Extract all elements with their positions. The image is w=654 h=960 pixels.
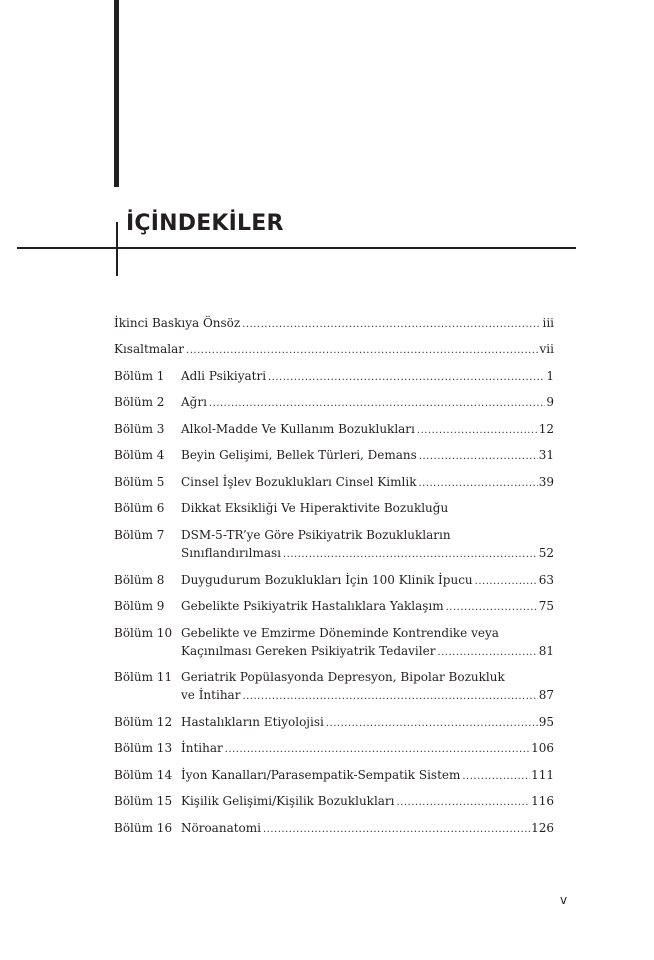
chapter-number: Bölüm 15 bbox=[114, 794, 173, 808]
dot-leader bbox=[186, 342, 538, 360]
chapter-title: ve İntihar bbox=[181, 688, 241, 702]
chapter-number: Bölüm 10 bbox=[114, 626, 173, 640]
chapter-number: Bölüm 8 bbox=[114, 573, 165, 587]
chapter-number: Bölüm 6 bbox=[114, 501, 165, 515]
chapter-number: Bölüm 1 bbox=[114, 369, 165, 383]
chapter-title: Duygudurum Bozuklukları İçin 100 Klinik İpucu bbox=[181, 573, 473, 587]
page-reference: 87 bbox=[538, 688, 554, 702]
chapter-number: Bölüm 5 bbox=[114, 475, 165, 489]
chapter-title: Sınıflandırılması bbox=[181, 546, 281, 560]
page-reference: 63 bbox=[538, 573, 554, 587]
chapter-number: Bölüm 4 bbox=[114, 448, 165, 462]
chapter-number: Bölüm 3 bbox=[114, 422, 165, 436]
chapter-title: Dikkat Eksikliği Ve Hiperaktivite Bozukluğu bbox=[181, 501, 449, 515]
dot-leader bbox=[418, 475, 537, 493]
page-reference: 31 bbox=[538, 448, 554, 462]
dot-leader bbox=[419, 448, 538, 466]
decorative-vertical-bar bbox=[114, 0, 119, 187]
chapter-title: İntihar bbox=[181, 741, 223, 755]
chapter-title: DSM-5-TR’ye Göre Psikiyatrik Bozuklukların bbox=[181, 528, 451, 542]
chapter-title: Cinsel İşlev Bozuklukları Cinsel Kimlik bbox=[181, 475, 417, 489]
page-reference: 39 bbox=[538, 475, 554, 489]
dot-leader bbox=[263, 821, 530, 839]
dot-leader bbox=[475, 573, 538, 591]
page-reference: 111 bbox=[531, 768, 554, 782]
chapter-title: İkinci Baskıya Önsöz bbox=[114, 316, 241, 330]
dot-leader bbox=[326, 715, 538, 733]
chapter-title: Alkol-Madde Ve Kullanım Bozuklukları bbox=[181, 422, 415, 436]
dot-leader bbox=[462, 768, 530, 786]
dot-leader bbox=[417, 422, 538, 440]
page-reference: 106 bbox=[531, 741, 554, 755]
chapter-title: Gebelikte Psikiyatrik Hastalıklara Yaklaşım bbox=[181, 599, 444, 613]
chapter-title: Gebelikte ve Emzirme Döneminde Kontrendike veya bbox=[181, 626, 499, 640]
dot-leader bbox=[225, 741, 530, 759]
dot-leader bbox=[283, 546, 538, 564]
page-reference: 81 bbox=[538, 644, 554, 658]
dot-leader bbox=[268, 369, 545, 387]
chapter-title: Ağrı bbox=[181, 395, 207, 409]
chapter-title: Hastalıkların Etiyolojisi bbox=[181, 715, 324, 729]
page-reference: 126 bbox=[531, 821, 554, 835]
dot-leader bbox=[397, 794, 531, 812]
page-reference: 52 bbox=[538, 546, 554, 560]
chapter-title: Geriatrik Popülasyonda Depresyon, Bipolar Bozukluk bbox=[181, 670, 505, 684]
chapter-title: Adli Psikiyatri bbox=[181, 369, 267, 383]
page-reference: 95 bbox=[538, 715, 554, 729]
chapter-title: Beyin Gelişimi, Bellek Türleri, Demans bbox=[181, 448, 417, 462]
chapter-number: Bölüm 7 bbox=[114, 528, 165, 542]
page-number: v bbox=[560, 893, 568, 907]
chapter-title: Nöroanatomi bbox=[181, 821, 261, 835]
chapter-number: Bölüm 12 bbox=[114, 715, 173, 729]
chapter-number: Bölüm 2 bbox=[114, 395, 165, 409]
page-reference: vii bbox=[539, 342, 554, 356]
dot-leader bbox=[242, 688, 537, 706]
chapter-title: Kişilik Gelişimi/Kişilik Bozuklukları bbox=[181, 794, 395, 808]
dot-leader bbox=[446, 599, 538, 617]
chapter-title: İyon Kanalları/Parasempatik-Sempatik Sistem bbox=[181, 768, 461, 782]
chapter-number: Bölüm 13 bbox=[114, 741, 173, 755]
chapter-title: Kısaltmalar bbox=[114, 342, 185, 356]
page-reference: 75 bbox=[538, 599, 554, 613]
page-reference: 12 bbox=[538, 422, 554, 436]
dot-leader bbox=[437, 644, 537, 662]
page-reference: 9 bbox=[546, 395, 554, 409]
page-reference: 1 bbox=[546, 369, 554, 383]
page-reference: 116 bbox=[531, 794, 554, 808]
heading-rule bbox=[17, 247, 576, 249]
chapter-title: Kaçınılması Gereken Psikiyatrik Tedaviler bbox=[181, 644, 436, 658]
dot-leader bbox=[209, 395, 545, 413]
chapter-number: Bölüm 9 bbox=[114, 599, 165, 613]
page-title: İÇİNDEKİLER bbox=[126, 211, 284, 236]
chapter-number: Bölüm 16 bbox=[114, 821, 173, 835]
dot-leader bbox=[242, 316, 541, 334]
chapter-number: Bölüm 14 bbox=[114, 768, 173, 782]
decorative-vertical-bar-lower bbox=[116, 222, 118, 276]
chapter-number: Bölüm 11 bbox=[114, 670, 173, 684]
page-reference: iii bbox=[542, 316, 554, 330]
